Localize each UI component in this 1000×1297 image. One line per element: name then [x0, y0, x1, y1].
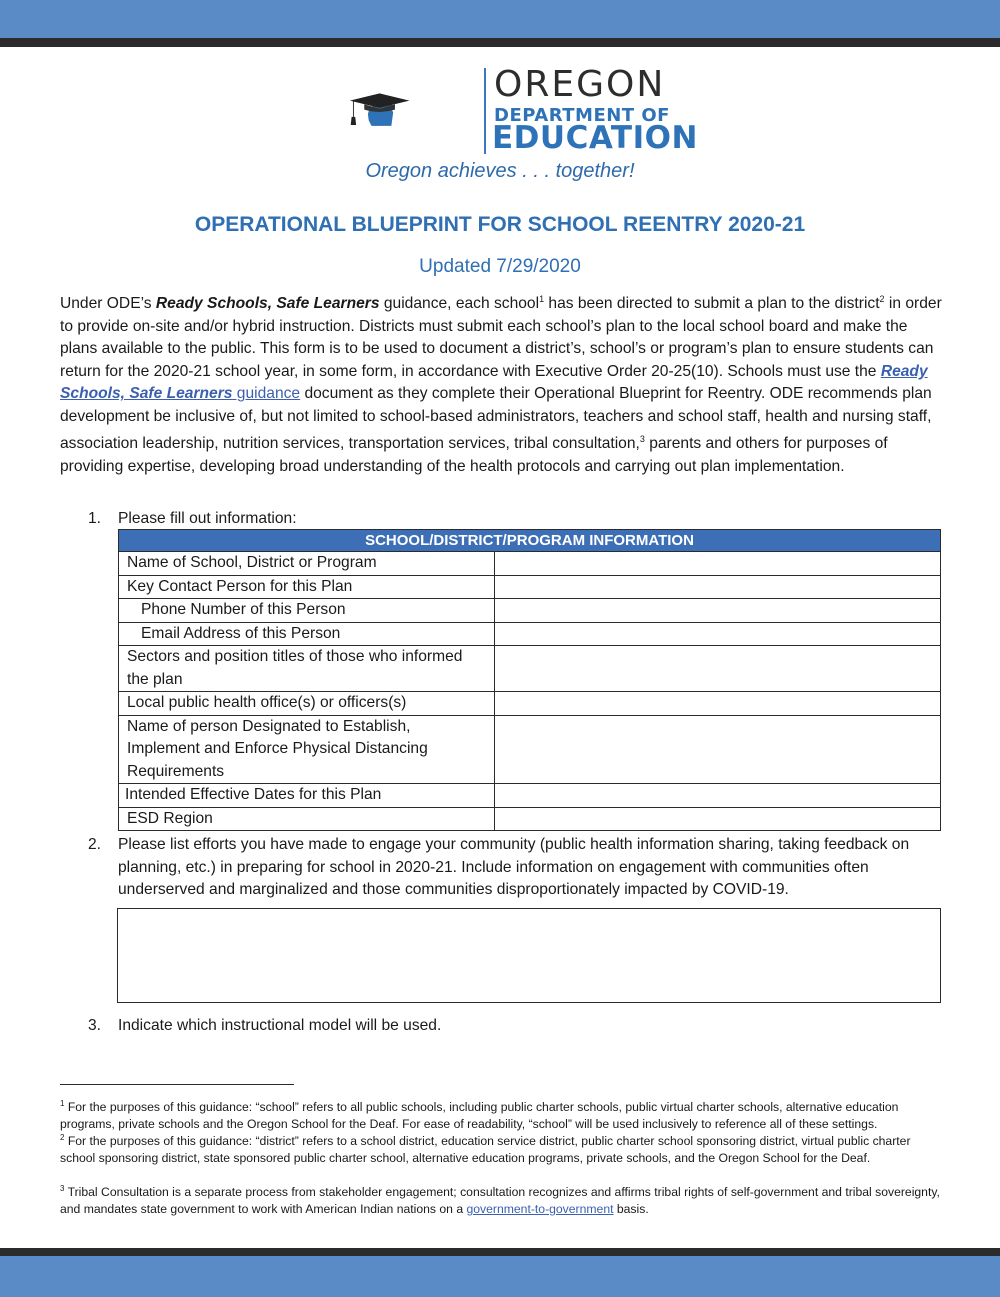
tagline: Oregon achieves . . . together! [365, 160, 635, 182]
table-row: Name of School, District or Program [119, 552, 941, 576]
government-to-government-link[interactable]: government-to-government [466, 1202, 614, 1217]
email-field[interactable] [494, 622, 940, 646]
effective-dates-field[interactable] [494, 784, 940, 808]
health-office-field[interactable] [494, 692, 940, 716]
table-row: Name of person Designated to Establish, Implement and Enforce Physical Distancing Requirements [119, 715, 941, 784]
contact-person-field[interactable] [494, 575, 940, 599]
logo-department-text: DEPARTMENT OF [494, 105, 670, 126]
logo-education-text: EDUCATION [492, 120, 698, 156]
top-rule [0, 38, 1000, 47]
phone-field[interactable] [494, 599, 940, 623]
question-2: 2. Please list efforts you have made to engage your community (public health information sharing, taking feedback on planning, etc.) in preparing for school in 2020-21. Include information on engagement with communities often underserved and marginalized and those communities disproportionately impacted by COVID-19. [88, 836, 910, 898]
footnote-divider [60, 1084, 294, 1085]
table-row: Local public health office(s) or officers(s) [119, 692, 941, 716]
ode-logo [348, 66, 488, 156]
bottom-rule [0, 1248, 1000, 1256]
table-row: Intended Effective Dates for this Plan [119, 784, 941, 808]
page-title: OPERATIONAL BLUEPRINT FOR SCHOOL REENTRY 2020-21 [194, 213, 806, 236]
table-row: Email Address of this Person [119, 622, 941, 646]
question-3: 3. Indicate which instructional model will be used. [88, 1017, 442, 1034]
question-1: 1. Please fill out information: [88, 510, 297, 527]
table-row: Phone Number of this Person [119, 599, 941, 623]
sectors-field[interactable] [494, 646, 940, 692]
table-row: ESD Region [119, 807, 941, 831]
footnote-ref-3[interactable]: 3 [639, 434, 645, 445]
footnote-2: $^2$ For the purposes of this guidance: “district” refers to a school district, education service district, public charter school sponsoring district, virtual public charter school sponsoring district, state sponsored public charter school, alternative education programs, private schools, and the Oregon School for the Deaf. [60, 1133, 911, 1166]
esd-region-field[interactable] [494, 807, 940, 831]
school-info-table [118, 529, 941, 831]
footnote-3: $^3$ Tribal Consultation is a separate process from stakeholder engagement; consultation recognizes and affirms tribal rights of self-government and tribal sovereignty, and mandates state government to work with American Indian nations on a government-to-government basis. [60, 1184, 940, 1217]
guidance-link[interactable]: Ready Schools, Safe Learners guidance [60, 362, 928, 403]
bottom-band [0, 1256, 1000, 1297]
intro-paragraph: Under ODE’s Ready Schools, Safe Learners guidance, each school$^1$ has been directed to submit a plan to the district$^2$ in order to provide on-site and/or hybrid instruction. Districts must submit each school’s plan to the local school board and make the plans available to the public. This form is to be used to document a district’s, school’s or program’s plan to ensure students can return for the 2020-21 school year, in some form, in accordance with Executive Order 20-25(10). Schools must use the Ready Schools, Safe Learners guidance document as they complete their Operational Blueprint for Reentry. ODE recommends plan development be inclusive of, but not limited to school-based administrators, teachers and school staff, health and nursing staff, association leadership, nutrition services, transportation services, tribal consultation,$^3$ parents and others for purposes of providing expertise, developing broad understanding of the health protocols and carrying out plan implementation. [60, 294, 942, 475]
table-header: SCHOOL/DISTRICT/PROGRAM INFORMATION [119, 530, 941, 552]
footnote-1: $^1$ For the purposes of this guidance: “school” refers to all public schools, including public charter schools, public virtual charter schools, alternative education programs, private schools and the Oregon School for the Deaf. For ease of readability, “school” will be used inclusively to reference all of these settings. [60, 1099, 899, 1132]
school-name-field[interactable] [494, 552, 940, 576]
top-band [0, 0, 1000, 38]
logo-oregon-text: OREGON [494, 64, 666, 105]
updated-date: Updated 7/29/2020 [419, 256, 581, 277]
logo-divider [484, 68, 486, 154]
table-row: Sectors and position titles of those who informed the plan [119, 646, 941, 692]
designated-person-field[interactable] [494, 715, 940, 784]
community-engagement-textarea[interactable] [117, 908, 941, 1003]
footnote-ref-2[interactable]: 2 [879, 294, 885, 304]
table-row: Key Contact Person for this Plan [119, 575, 941, 599]
footnote-ref-1[interactable]: 1 [539, 294, 545, 304]
